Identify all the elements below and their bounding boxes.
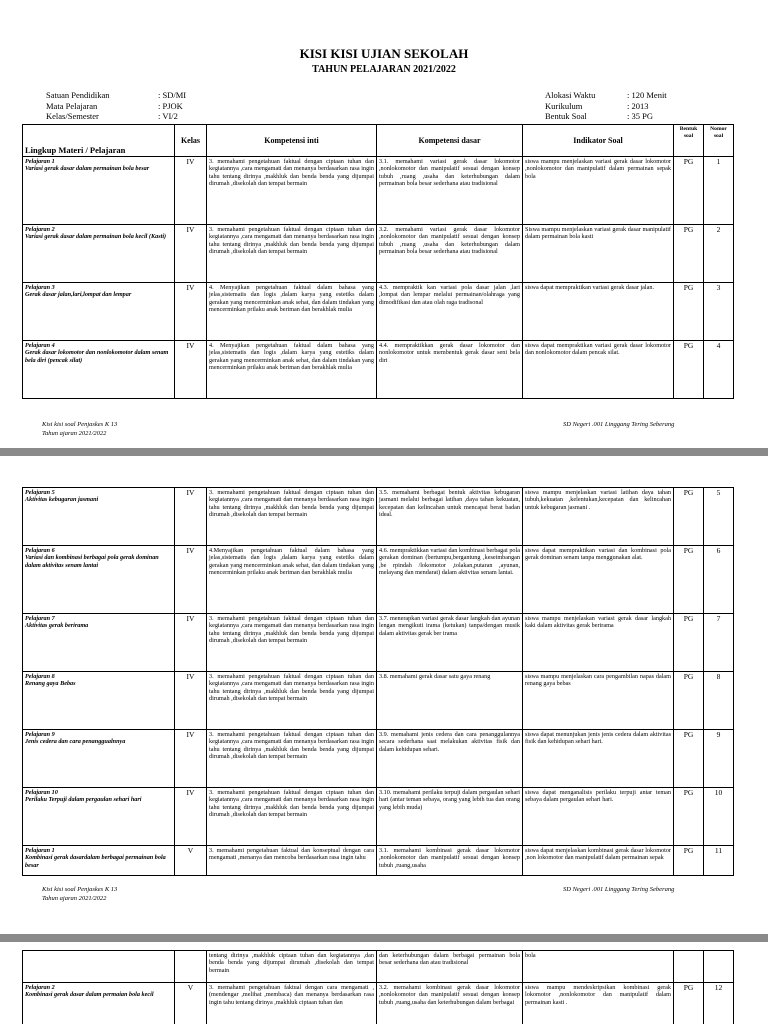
meta-key: Kelas/Semester xyxy=(46,111,99,121)
cell-kompetensi-inti: 3. memahami pengetahuan faktual dengan ciptaan tuhan dan kegiatannya ,cara mengamati dan menanya berdasarkan rasa ingin tahu tentang dirinya ,makhluk dan benda benda yang dijumpai dirumah ,disekolah dan tempat bermain xyxy=(207,672,377,730)
materi-label: Variasi gerak dasar dalam permainan bola kecil (Kasti) xyxy=(25,233,167,241)
cell-indikator-soal: siswa dapat mempraktikan variasi gerak dasar lokomotor dan nonlokomotor dalam pencak silat. xyxy=(523,341,674,399)
footer-school: SD Negeri .001 Linggang Tering Seberang xyxy=(563,886,675,893)
cell-kompetensi-dasar: 3.2. memahami variasi gerak dasar lokomotor ,nonlokomotor dan manipulatif sesuai dengan konsep tubuh ,ruang ,usaha dan keterhubungan dalam permainan bola besar sederhana atau tradisional xyxy=(377,225,523,283)
cell-bentuk-soal: PG xyxy=(674,157,704,225)
cell-bentuk-soal: PG xyxy=(674,283,704,341)
cell-bentuk-soal xyxy=(674,951,704,983)
header-indikator-soal: Indikator Soal xyxy=(523,125,674,157)
pelajaran-label: Pelajaran 1 xyxy=(25,847,55,854)
pelajaran-label: Pelajaran 2 xyxy=(25,984,55,991)
cell-kelas: IV xyxy=(175,730,207,788)
table-row xyxy=(23,157,734,225)
cell-indikator-soal: siswa dapat mempraktikan variasi dan kombinasi pola gerak dominan senam tanpa menggunakan alat. xyxy=(523,546,674,614)
materi-label: Aktivitas kebugaran jasmani xyxy=(25,496,99,504)
header-bentuk-soal: Bentuk soal xyxy=(674,125,704,157)
pelajaran-label: Pelajaran 4 xyxy=(25,342,55,349)
header-kompetensi-inti: Kompetensi inti xyxy=(207,125,377,157)
cell-nomor-soal: 1 xyxy=(704,157,734,225)
materi-label: Aktivitas gerak berirama xyxy=(25,622,89,630)
materi-label: Kombinasi gerak dasardalam berbagai permainan bola besar xyxy=(25,854,166,869)
meta-row xyxy=(545,111,667,122)
cell-kompetensi-dasar: 3.1. memahami variasi gerak dasar lokomotor ,nonlokomotor dan manipulatif sesuai dengan konsep tubuh ,ruang ,usaha dan keterhubungan dalam permainan bola besar sederhana atau tradisional xyxy=(377,157,523,225)
meta-value: : PJOK xyxy=(158,100,183,111)
cell-nomor-soal: 12 xyxy=(704,983,734,1024)
footer-year: Tahun ajaran 2021/2022 xyxy=(42,430,107,437)
cell-lingkup-materi xyxy=(23,546,175,614)
table-row xyxy=(23,341,734,399)
table-row xyxy=(23,672,734,730)
cell-indikator-soal: siswa dapat menganalisis perilaku terpuji antar teman sebaya dalam pergaulan sehari hari. xyxy=(523,788,674,846)
table-row xyxy=(23,283,734,341)
cell-kompetensi-inti: 3. memahami pengetahuan faktual dengan ciptaan tuhan dan kegiatannya ,cara mengamati dan menanya berdasarkan rasa ingin tahu tentang dirinya ,makhluk dan benda benda yang dijumpai dirumah ,disekolah dan tempat bermain xyxy=(207,157,377,225)
cell-kompetensi-dasar: 3.2. memahami kombinasi gerak dasar lokomotor ,nonlokomotor dan manipulatif sesuai dengan konsep tubuh ,ruang,usaha dan keterhubungan dalam berbagai xyxy=(377,983,523,1024)
cell-bentuk-soal: PG xyxy=(674,614,704,672)
pelajaran-label: Pelajaran 2 xyxy=(25,226,55,233)
document-title: KISI KISI UJIAN SEKOLAH xyxy=(299,46,469,61)
cell-kelas: IV xyxy=(175,672,207,730)
cell-nomor-soal: 11 xyxy=(704,846,734,876)
header-kelas: Kelas xyxy=(175,125,207,157)
table-row xyxy=(23,951,734,983)
meta-key: Mata Pelajaran xyxy=(46,100,98,111)
cell-kompetensi-dasar: 3.5. memahami berbagai bentuk aktivitas kebugaran jasmani melalui berbagai latihan ,daya tahan kekuatan, kecepatan dan kelincahan untuk mencapai berat badan ideal. xyxy=(377,488,523,546)
cell-nomor-soal: 9 xyxy=(704,730,734,788)
cell-kompetensi-inti: 3. memahami pengetahuan faktual dengan ciptaan tuhan dan kegiatannya ,cara mengamati dan menanya berdasarkan rasa ingin tahu tentang dirinya ,makhluk dan benda benda yang dijumpai dirumah ,disekolah dan tempat bermain xyxy=(207,730,377,788)
footer-left xyxy=(42,420,117,438)
table-row xyxy=(23,488,734,546)
cell-kelas xyxy=(175,951,207,983)
materi-label: Gerak dasar lokomotor dan nonlokomotor dalam senam bela diri (pencak silat) xyxy=(25,349,169,364)
table-row xyxy=(23,225,734,283)
table-row xyxy=(23,983,734,1024)
meta-key: Satuan Pendidikan xyxy=(46,90,110,100)
cell-indikator-soal: siswa mampu mendeskripsikan kombinasi gerak lokomotor ,nonlokomotor dan manipulatif dalam permainan kasti . xyxy=(523,983,674,1024)
cell-lingkup-materi xyxy=(23,614,175,672)
cell-kompetensi-inti: 3. memahami pengetahuan faktual dengan ciptaan tuhan dan kegiatannya ,cara mengamati dan menanya berdasarkan rasa ingin tahu tentang dirinya ,makhluk dan benda benda yang dijumpai dirumah ,disekolah dan tempat bermain xyxy=(207,788,377,846)
pelajaran-label: Pelajaran 3 xyxy=(25,284,55,291)
cell-lingkup-materi xyxy=(23,672,175,730)
meta-left xyxy=(46,90,186,122)
materi-label: Variasi gerak dasar dalam permainan bola besar xyxy=(25,165,150,173)
cell-lingkup-materi xyxy=(23,488,175,546)
cell-kompetensi-inti: tentang dirinya ,makhluk ciptaan tuhan dan kegiatannya ,dan benda benda yang dijumpai dirumah ,disekolah dan tempat bermain xyxy=(207,951,377,983)
cell-kompetensi-dasar: 4.3. mempraktik kan variasi pola dasar jalan ,lari ,lompat dan lempar melalui permainan/olahraga yang dimodifikasi dan atau olah raga tradisonal xyxy=(377,283,523,341)
kisi-kisi-table xyxy=(22,487,734,876)
cell-kompetensi-inti: 3. memahami pengetahuan faktual dan konseptual dengan cara mengamati ,menanya dan mencoba berdasarkan rasa ingin tahu xyxy=(207,846,377,876)
cell-bentuk-soal: PG xyxy=(674,846,704,876)
cell-lingkup-materi xyxy=(23,846,175,876)
meta-value: : 120 Menit xyxy=(627,90,667,100)
cell-bentuk-soal: PG xyxy=(674,488,704,546)
meta-row xyxy=(545,101,667,112)
pelajaran-label: Pelajaran 1 xyxy=(25,158,55,165)
materi-label: Kombinasi gerak dasar dalam permaian bola kecil xyxy=(25,991,154,999)
cell-bentuk-soal: PG xyxy=(674,225,704,283)
table-row xyxy=(23,846,734,876)
cell-nomor-soal: 5 xyxy=(704,488,734,546)
meta-right xyxy=(545,90,667,122)
footer-title: Kisi kisi soal Penjaskes K 13 xyxy=(42,421,118,428)
cell-indikator-soal: Siswa mampu menjelaskan variasi gerak dasar manipulatif dalam permainan bola kasti xyxy=(523,225,674,283)
cell-nomor-soal xyxy=(704,951,734,983)
cell-kompetensi-dasar: 3.9. memahami jenis cedera dan cara penanggulannya secara sederhana saat melakukan aktivitas fisik dan dalam kehidupan sehari. xyxy=(377,730,523,788)
cell-indikator-soal: siswa mampu menjelaskan variasi gerak dasar langkah kaki dalam aktivitas gerak berirama xyxy=(523,614,674,672)
cell-indikator-soal: siswa mampu menjelaskan variasi latihan daya tahan tubuh,kekuatan ,kelentukan,kecepatan dan kelincahan untuk kebugaran jasmani . xyxy=(523,488,674,546)
meta-key: Kurikulum xyxy=(545,100,583,111)
materi-label: Perilaku Terpuji dalam pergaulan sehari hari xyxy=(25,796,142,804)
cell-bentuk-soal: PG xyxy=(674,788,704,846)
cell-indikator-soal: siswa dapat menjelaskan kombinasi gerak dasar lokomotor ,non lokomotor dan manipulatif dalam permainan sepak xyxy=(523,846,674,876)
cell-indikator-soal: siswa mampu menjelaskan variasi gerak dasar lokomotor ,nonlokomotor dan manipulatif dalam permainan sepak bola xyxy=(523,157,674,225)
table-row xyxy=(23,614,734,672)
header-lingkup-materi: Lingkup Materi / Pelajaran xyxy=(23,125,175,157)
cell-kelas: IV xyxy=(175,488,207,546)
cell-lingkup-materi xyxy=(23,341,175,399)
cell-kompetensi-dasar: 3.8. memahami gerak dasar satu gaya renang xyxy=(377,672,523,730)
cell-nomor-soal: 4 xyxy=(704,341,734,399)
cell-kompetensi-dasar: 4.6. mempraktikkan variasi dan kombinasi berbagai pola gerakan dominan (bertumpu,bergantung ,keseimbangan ,be rpindah /lokomotor ,tolakan,putaran ,ayunan, melayang dan mendarat) dalam aktivitas senam lantai. xyxy=(377,546,523,614)
materi-label: Gerak dasar jalan,lari,lompat dan lempar xyxy=(25,291,132,299)
materi-label: Variasi dan kombinasi berbagai pola gerak dominan dalam aktivitas senam lantai xyxy=(25,554,159,569)
footer-left xyxy=(42,885,117,903)
meta-value: : VI/2 xyxy=(158,111,178,121)
materi-label: Jenis cedera dan cara penanggualnnya xyxy=(25,738,126,746)
pelajaran-label: Pelajaran 8 xyxy=(25,673,55,680)
cell-indikator-soal: siswa dapat menunjukan jenis jenis cedera dalam aktivitas fisik dan kehidupan sehari hari. xyxy=(523,730,674,788)
materi-label: Renang gaya Bebas xyxy=(25,680,76,688)
cell-kompetensi-inti: 4. Menyajikan pengetahuan faktual dalam bahasa yang jelas,sistematis dan logis ,dalam karya yang estetiks dalam gerakan yang mencerminkan anak sehat, dan dalam tindakan yang mencerminkan prilaku anak beriman dan berakhlak mulia xyxy=(207,341,377,399)
cell-lingkup-materi xyxy=(23,730,175,788)
page-2 xyxy=(0,456,768,934)
cell-kompetensi-dasar: dan keterhubungan dalam berbagai permainan bola besar sederhana dan atau tradisional xyxy=(377,951,523,983)
cell-kompetensi-inti: 4. Menyajikan pengetahuan faktual dalam bahasa yang jelas,sistematis dan logis ,dalam karya yang estetiks dalam gerakan yang mencerminkan anak sehat, dan dalam tindakan yang mencerminkan prilaku anak beriman dan berakhlak mulia xyxy=(207,283,377,341)
cell-kelas: IV xyxy=(175,341,207,399)
cell-indikator-soal: bola xyxy=(523,951,674,983)
cell-nomor-soal: 2 xyxy=(704,225,734,283)
header-nomor-soal: Nomor soal xyxy=(704,125,734,157)
table-row xyxy=(23,730,734,788)
cell-kelas: IV xyxy=(175,157,207,225)
pelajaran-label: Pelajaran 9 xyxy=(25,731,55,738)
cell-kompetensi-dasar: 3.1. memahami kombinasi gerak dasar lokomotor ,nonlokomotor dan manipulatif sesuai dengan konsep tubuh ,ruang,usaha xyxy=(377,846,523,876)
cell-kompetensi-inti: 3. memahami pengetahuan faktual dengan cara mengamati ,(mendengar ,melihat ,membaca) dan menanya berdasarkan rasa ingin tahu tentang dirinya ,makhluk ciptaan tuhan dan xyxy=(207,983,377,1024)
pelajaran-label: Pelajaran 10 xyxy=(25,789,58,796)
meta-key: Bentuk Soal xyxy=(545,111,587,121)
cell-kompetensi-dasar: 3.7. menerapkan variasi gerak dasar langkah dan ayunan lengan mengikuti irama (ketukan) tanpa/dengan musik dalam aktivitas gerak ber irama xyxy=(377,614,523,672)
cell-nomor-soal: 3 xyxy=(704,283,734,341)
meta-row xyxy=(46,111,186,122)
table-header-row xyxy=(23,125,734,157)
kisi-kisi-table xyxy=(22,950,734,1024)
cell-lingkup-materi xyxy=(23,951,175,983)
cell-lingkup-materi xyxy=(23,788,175,846)
pelajaran-label: Pelajaran 5 xyxy=(25,489,55,496)
cell-lingkup-materi xyxy=(23,157,175,225)
cell-kompetensi-inti: 3. memahami pengetahuan faktual dengan ciptaan tuhan dan kegiatannya ,cara mengamati dan menanya berdasarkan rasa ingin tahu tentang dirinya ,makhluk dan benda benda yang dijumpai dirumah ,disekolah dan tempat bermain xyxy=(207,488,377,546)
cell-indikator-soal: siswa mampu menjelaskan cara pengambilan napas dalam renang gaya bebas xyxy=(523,672,674,730)
cell-nomor-soal: 6 xyxy=(704,546,734,614)
meta-value: : SD/MI xyxy=(158,90,187,100)
cell-nomor-soal: 7 xyxy=(704,614,734,672)
cell-bentuk-soal: PG xyxy=(674,730,704,788)
document-subtitle: TAHUN PELAJARAN 2021/2022 xyxy=(312,64,456,75)
meta-key: Alokasi Waktu xyxy=(545,90,596,100)
cell-lingkup-materi xyxy=(23,225,175,283)
cell-bentuk-soal: PG xyxy=(674,341,704,399)
cell-nomor-soal: 10 xyxy=(704,788,734,846)
meta-value: : 2013 xyxy=(627,100,649,111)
cell-kelas: IV xyxy=(175,225,207,283)
cell-nomor-soal: 8 xyxy=(704,672,734,730)
cell-bentuk-soal: PG xyxy=(674,672,704,730)
cell-indikator-soal: siswa dapat mempraktikan variasi gerak dasar jalan. xyxy=(523,283,674,341)
cell-kompetensi-dasar: 4.4. mempraktikkan gerak dasar lokomotor dan nonlokomotor untuk membentuk gerak dasar seni bela diri xyxy=(377,341,523,399)
meta-row xyxy=(545,90,667,101)
meta-row xyxy=(46,101,186,112)
meta-value: : 35 PG xyxy=(627,111,653,121)
pelajaran-label: Pelajaran 6 xyxy=(25,547,55,554)
cell-kelas: V xyxy=(175,983,207,1024)
cell-bentuk-soal: PG xyxy=(674,546,704,614)
cell-kompetensi-inti: 3. memahami pengetahuan faktual dengan ciptaan tuhan dan kegiatannya ,cara mengamati dan menanya berdasarkan rasa ingin tahu tentang dirinya ,makhluk dan benda benda yang dijumpai dirumah ,disekolah dan tempat bermain xyxy=(207,225,377,283)
cell-lingkup-materi xyxy=(23,283,175,341)
pelajaran-label: Pelajaran 7 xyxy=(25,615,55,622)
page-3 xyxy=(0,942,768,1024)
cell-kompetensi-inti: 4.Menyajikan pengetahuan faktual dalam bahasa yang jelas,sistematis dan logis ,dalam karya yang estetiks dalam gerakan yang mencerminkan anak sehat, dan dalam tindakan yang mencerminkan prilaku anak beriman dan berakhlak mulia xyxy=(207,546,377,614)
cell-kelas: IV xyxy=(175,546,207,614)
header-kompetensi-dasar: Kompetensi dasar xyxy=(377,125,523,157)
footer-title: Kisi kisi soal Penjaskes K 13 xyxy=(42,886,118,893)
table-row xyxy=(23,788,734,846)
cell-kelas: IV xyxy=(175,614,207,672)
meta-row xyxy=(46,90,186,101)
page-1 xyxy=(0,0,768,448)
cell-lingkup-materi xyxy=(23,983,175,1024)
cell-bentuk-soal: PG xyxy=(674,983,704,1024)
cell-kelas: V xyxy=(175,846,207,876)
cell-kompetensi-dasar: 3.10. memahami perilaku terpuji dalam pergaulan sehari hari (antar teman sebaya, orang yang lebih tua dan orang yang lebih muda) xyxy=(377,788,523,846)
kisi-kisi-table xyxy=(22,124,734,399)
cell-kelas: IV xyxy=(175,788,207,846)
footer-school: SD Negeri .001 Linggang Tering Seberang xyxy=(563,421,675,428)
footer-year: Tahun ajaran 2021/2022 xyxy=(42,895,107,902)
table-row xyxy=(23,546,734,614)
cell-kelas: IV xyxy=(175,283,207,341)
cell-kompetensi-inti: 3. memahami pengetahuan faktual dengan ciptaan tuhan dan kegiatannya ,cara mengamati dan menanya berdasarkan rasa ingin tahu tentang dirinya ,makhluk dan benda benda yang dijumpai dirumah ,disekolah dan tempat bermain xyxy=(207,614,377,672)
